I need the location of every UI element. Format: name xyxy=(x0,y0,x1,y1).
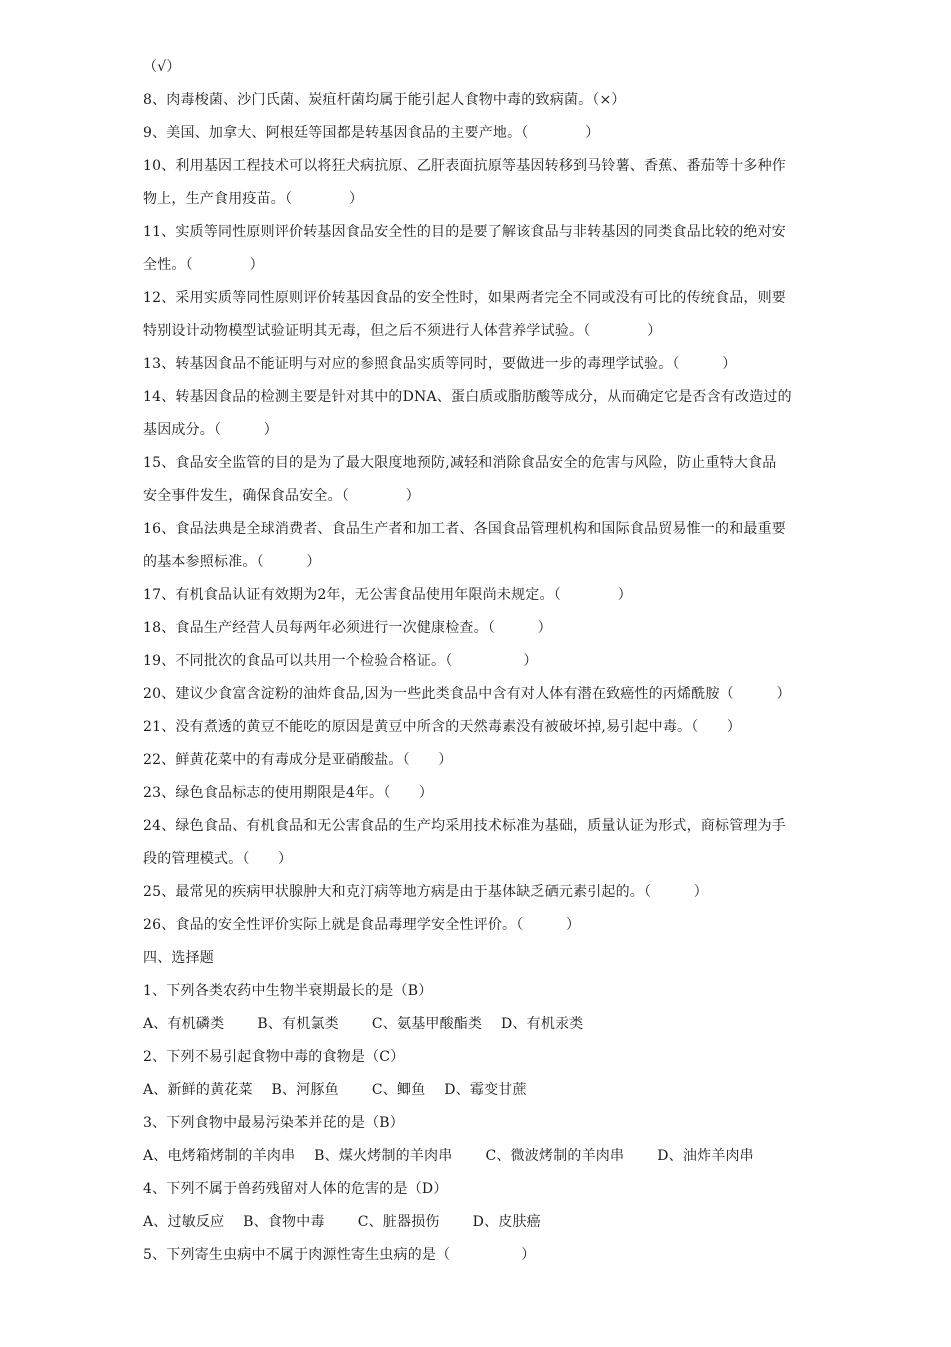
question-25: 25、最常见的疾病甲状腺肿大和克汀病等地方病是由于基体缺乏硒元素引起的。（ ） xyxy=(143,884,709,900)
question-22: 22、鲜黄花菜中的有毒成分是亚硝酸盐。（ ） xyxy=(143,752,453,768)
choice-options-4: A、过敏反应 B、食物中毒 C、脏器损伤 D、皮肤癌 xyxy=(143,1214,541,1230)
question-15-cont: 安全事件发生，确保食品安全。（ ） xyxy=(143,488,420,504)
section-heading: 四、选择题 xyxy=(143,950,214,966)
question-20: 20、建议少食富含淀粉的油炸食品,因为一些此类食品中含有对人体有潜在致癌性的丙烯酰胺（ ） xyxy=(143,686,791,702)
question-12: 12、采用实质等同性原则评价转基因食品的安全性时，如果两者完全不同或没有可比的传统食品，则要 xyxy=(143,290,787,306)
choice-question-4: 4、下列不属于兽药残留对人体的危害的是（D） xyxy=(143,1181,448,1197)
question-16-cont: 的基本参照标准。（ ） xyxy=(143,554,321,570)
question-23: 23、绿色食品标志的使用期限是4年。（ ） xyxy=(143,785,434,801)
question-26: 26、食品的安全性评价实际上就是食品毒理学安全性评价。（ ） xyxy=(143,917,581,933)
question-13: 13、转基因食品不能证明与对应的参照食品实质等同时，要做进一步的毒理学试验。（ ） xyxy=(143,356,737,372)
question-18: 18、食品生产经营人员每两年必须进行一次健康检查。（ ） xyxy=(143,620,552,636)
question-15: 15、食品安全监管的目的是为了最大限度地预防,减轻和消除食品安全的危害与风险，防止重特大食品 xyxy=(143,455,777,471)
question-14-cont: 基因成分。（ ） xyxy=(143,422,278,438)
question-24: 24、绿色食品、有机食品和无公害食品的生产均采用技术标准为基础，质量认证为形式，商标管理为手 xyxy=(143,818,787,834)
question-21: 21、没有煮透的黄豆不能吃的原因是黄豆中所含的天然毒素没有被破坏掉,易引起中毒。（ ） xyxy=(143,719,742,735)
choice-question-2: 2、下列不易引起食物中毒的食物是（C） xyxy=(143,1049,405,1065)
question-16: 16、食品法典是全球消费者、食品生产者和加工者、各国食品管理机构和国际食品贸易惟一的和最重要 xyxy=(143,521,787,537)
question-12-cont: 特别设计动物模型试验证明其无毒，但之后不须进行人体营养学试验。（ ） xyxy=(143,323,662,339)
question-17: 17、有机食品认证有效期为2年，无公害食品使用年限尚未规定。（ ） xyxy=(143,587,632,603)
question-19: 19、不同批次的食品可以共用一个检验合格证。（ ） xyxy=(143,653,538,669)
question-24-cont: 段的管理模式。（ ） xyxy=(143,851,293,867)
choice-question-5: 5、下列寄生虫病中不属于肉源性寄生虫病的是（ ） xyxy=(143,1247,536,1263)
choice-options-1: A、有机磷类 B、有机氯类 C、氨基甲酸酯类 D、有机汞类 xyxy=(143,1016,584,1032)
question-11-cont: 全性。（ ） xyxy=(143,257,264,273)
question-10: 10、利用基因工程技术可以将狂犬病抗原、乙肝表面抗原等基因转移到马铃薯、香蕉、番茄等十多种作 xyxy=(143,158,787,174)
choice-options-2: A、新鲜的黄花菜 B、河豚鱼 C、鲫鱼 D、霉变甘蔗 xyxy=(143,1082,527,1098)
choice-options-3: A、电烤箱烤制的羊肉串 B、煤火烤制的羊肉串 C、微波烤制的羊肉串 D、油炸羊肉串 xyxy=(143,1148,754,1164)
choice-question-1: 1、下列各类农药中生物半衰期最长的是（B） xyxy=(143,983,433,999)
question-8: 8、肉毒梭菌、沙门氏菌、炭疽杆菌均属于能引起人食物中毒的致病菌。（×） xyxy=(143,92,626,108)
question-10-cont: 物上，生产食用疫苗。（ ） xyxy=(143,191,364,207)
question-14: 14、转基因食品的检测主要是针对其中的DNA、蛋白质或脂肪酸等成分，从而确定它是否含有改造过的 xyxy=(143,389,792,405)
question-9: 9、美国、加拿大、阿根廷等国都是转基因食品的主要产地。（ ） xyxy=(143,125,600,141)
text-line: （√） xyxy=(143,59,181,75)
choice-question-3: 3、下列食物中最易污染苯并芘的是（B） xyxy=(143,1115,404,1131)
question-11: 11、实质等同性原则评价转基因食品安全性的目的是要了解该食品与非转基因的同类食品比较的绝对安 xyxy=(143,224,787,240)
document-page xyxy=(143,51,833,1272)
